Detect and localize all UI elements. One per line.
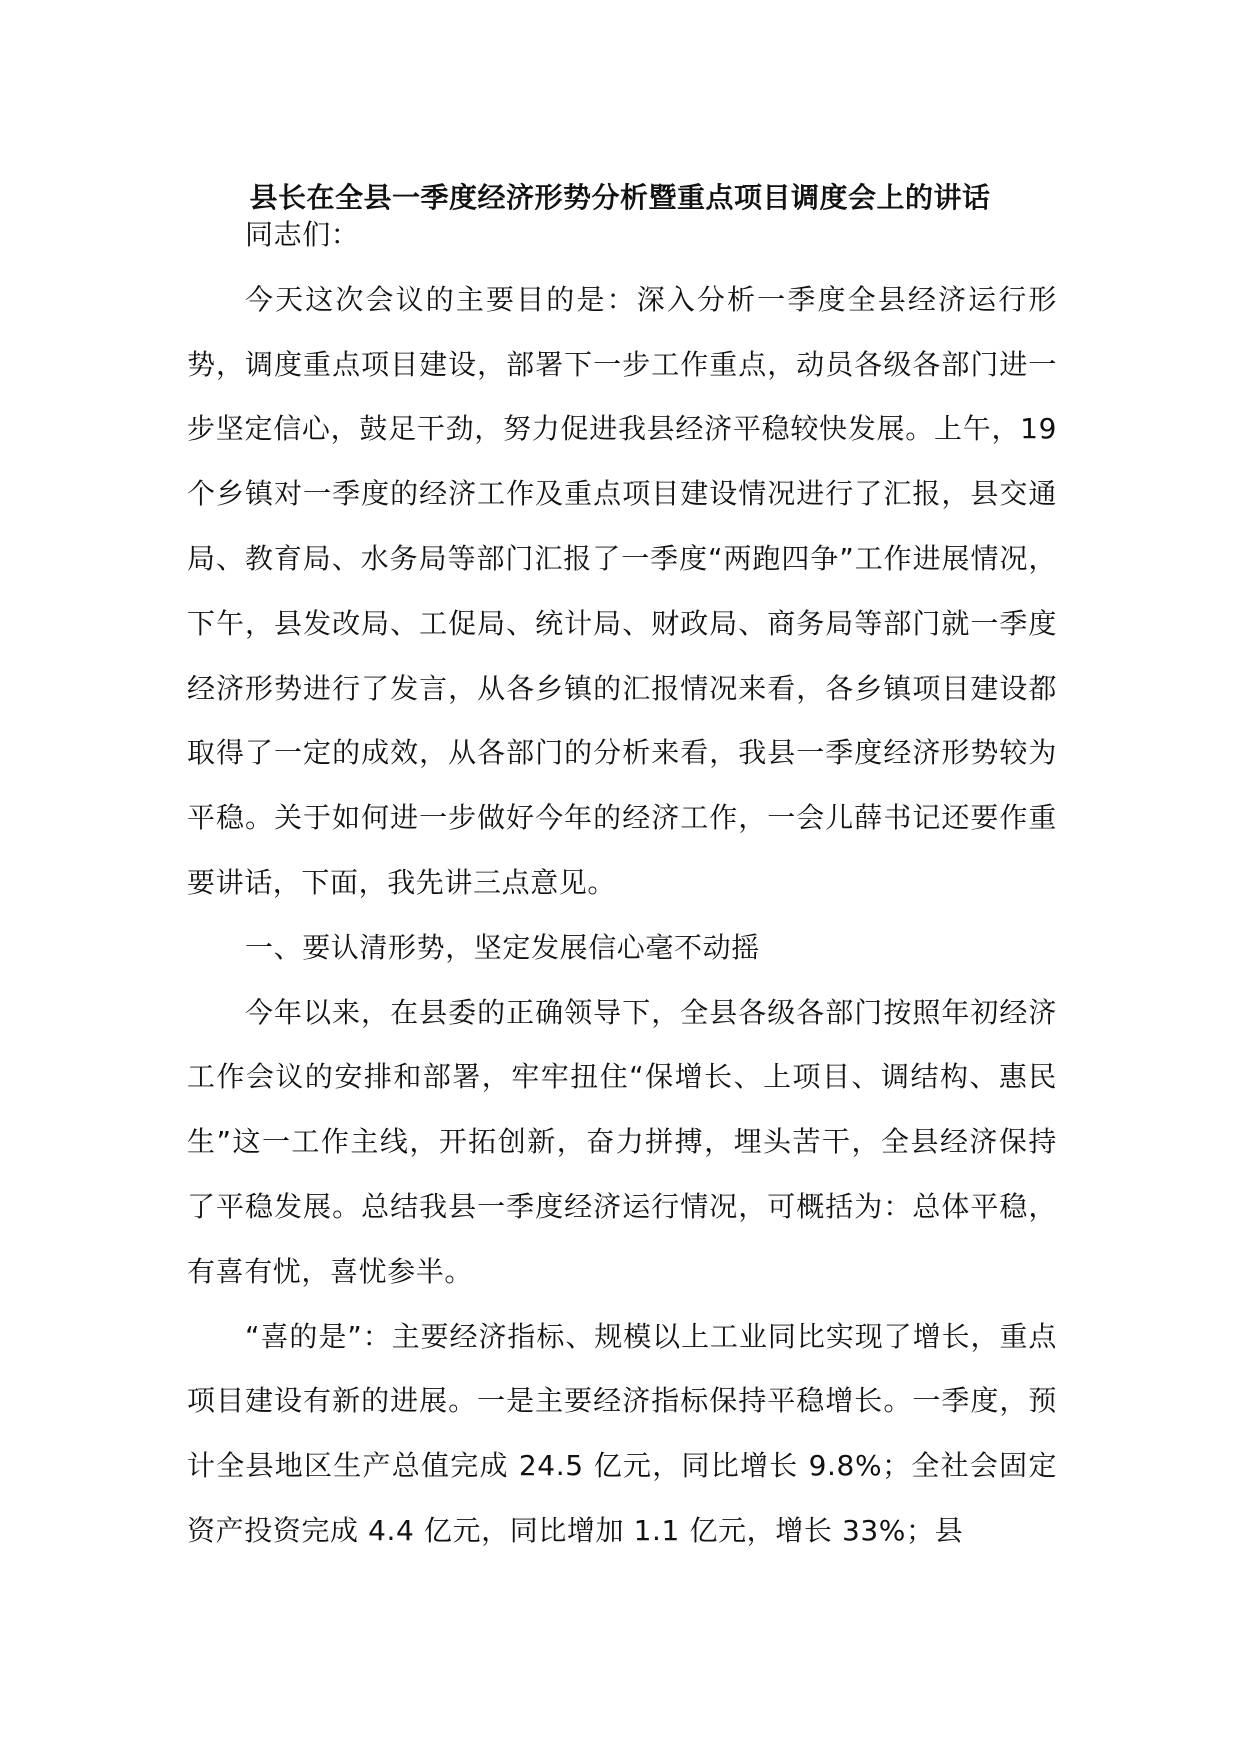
paragraph-intro: 今天这次会议的主要目的是：深入分析一季度全县经济运行形势，调度重点项目建设，部署下一步工作重点，动员各级各部门进一步坚定信心，鼓足干劲，努力促进我县经济平稳较快发展。上午，19 个乡镇对一季度的经济工作及重点项目建设情况进行了汇报，县交通局、教育局、水务局等部门汇报了一季度“两跑四争”工作进展情况，下午，县发改局、工促局、统计局、财政局、商务局等部门就一季度经济形势进行了发言，从各乡镇的汇报情况来看，各乡镇项目建设都取得了一定的成效，从各部门的分析来看，我县一季度经济形势较为平稳。关于如何进一步做好今年的经济工作，一会儿薛书记还要作重要讲话，下面，我先讲三点意见。 bbox=[187, 282, 1057, 899]
paragraph-positives: “喜的是”：主要经济指标、规模以上工业同比实现了增长，重点项目建设有新的进展。一是主要经济指标保持平稳增长。一季度，预计全县地区生产总值完成 24.5 亿元，同比增长 9.8%；全社会固定资产投资完成 4.4 亿元，同比增加 1.1 亿元，增长 33%；县 bbox=[187, 1319, 1057, 1547]
document-body bbox=[187, 203, 1057, 1564]
paragraph-overview: 今年以来，在县委的正确领导下，全县各级各部门按照年初经济工作会议的安排和部署，牢牢扭住“保增长、上项目、调结构、惠民生”这一工作主线，开拓创新，奋力拼搏，埋头苦干，全县经济保持了平稳发展。总结我县一季度经济运行情况，可概括为：总体平稳，有喜有忧，喜忧参半。 bbox=[187, 995, 1057, 1288]
salutation: 同志们： bbox=[245, 218, 360, 251]
section-heading-1: 一、要认清形势，坚定发展信心毫不动摇 bbox=[245, 930, 760, 964]
document-title: 县长在全县一季度经济形势分析暨重点项目调度会上的讲话 bbox=[249, 181, 991, 214]
